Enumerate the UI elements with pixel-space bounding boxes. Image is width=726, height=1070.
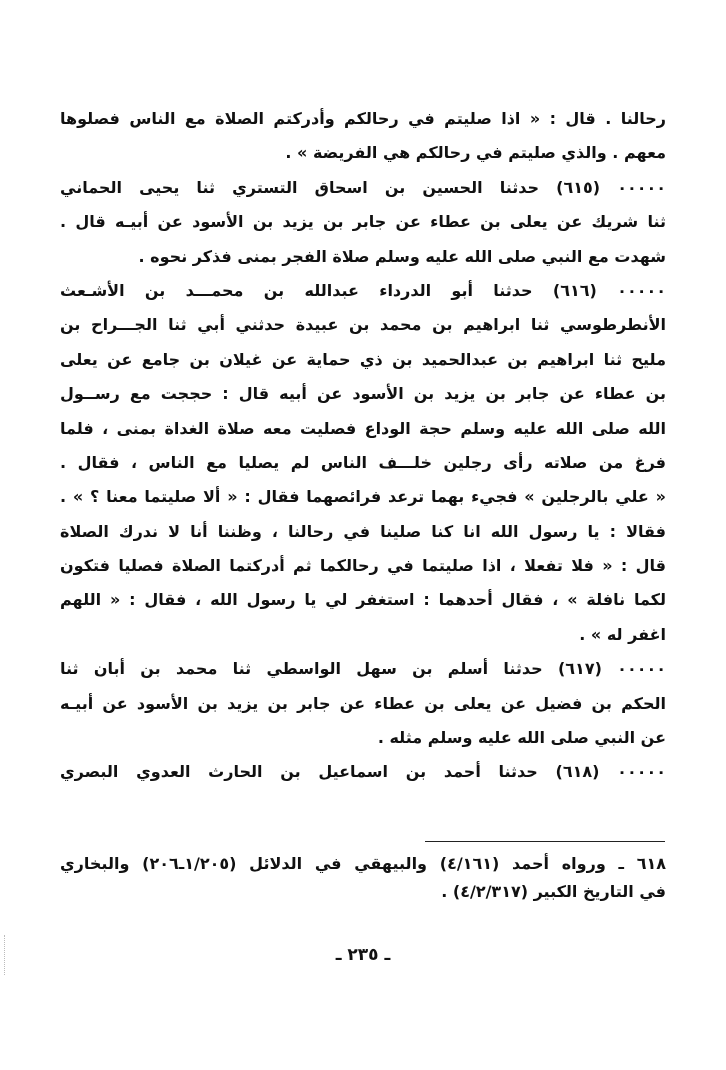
text-line: لكما نافلة » ، فقال أحدهما : استغفر لي يا رسول الله ، فقال : « اللهم [60,590,666,610]
text-line: عن النبي صلى الله عليه وسلم مثله . [377,728,666,748]
footnote-line: ٦١٨ ـ ورواه أحمد (٤/١٦١) والبيهقي في الدلائل (١/٢٠٥ـ٢٠٦) والبخاري [60,854,666,873]
page-number: ـ ٢٣٥ ـ [335,945,391,965]
text-line: ٠٠٠٠٠ (٦١٥) حدثنا الحسين بن اسحاق التستري ثنا يحيى الحماني [60,177,666,197]
text-line: فرغ من صلاته رأى رجلين خلـــف الناس لم يصليا مع الناس ، فقال . [60,452,666,472]
text-line: فقالا : يا رسول الله انا كنا صلينا في رحالنا ، وظننا أنا لا ندرك الصلاة [60,521,666,541]
scan-edge-marks [4,935,8,975]
text-line: الأنطرطوسي ثنا ابراهيم بن محمد بن عبيدة حدثني أبي ثنا الجـــراح بن [60,315,666,335]
text-line: قال : « فلا تفعلا ، اذا صليتما في رحالكما ثم أدركتما الصلاة فصليا فتكون [60,556,666,576]
text-line: ثنا شريك عن يعلى بن عطاء عن جابر بن يزيد بن الأسود عن أبيـه قال . [60,212,666,232]
text-line: الحكم بن فضيل عن يعلى بن عطاء عن جابر بن يزيد بن الأسود عن أبيـه [60,693,666,713]
footnote [60,850,666,906]
main-text [60,102,666,790]
text-line: رحالنا . قال : « اذا صليتم في رحالكم وأدركتم الصلاة مع الناس فصلوها [60,109,666,128]
text-line: مليح ثنا ابراهيم بن عبدالحميد بن ذي حماية عن غيلان بن جامع عن يعلى [60,349,666,369]
footnote-separator [425,841,665,842]
text-line: معهم . والذي صليتم في رحالكم هي الفريضة » . [285,143,666,163]
text-line: ٠٠٠٠٠ (٦١٧) حدثنا أسلم بن سهل الواسطي ثنا محمد بن أبان ثنا [60,659,666,679]
text-line: ٠٠٠٠٠ (٦١٦) حدثنا أبو الدرداء عبدالله بن محمـــد بن الأشـعث [60,280,666,300]
text-line: « علي بالرجلين » فجيء بهما ترعد فرائصهما فقال : « ألا صليتما معنا ؟ » . [60,487,666,507]
text-line: اغفر له » . [579,624,666,644]
text-line: بن عطاء عن جابر بن يزيد بن الأسود عن أبيه قال : حججت مع رســول [60,384,666,404]
text-line: شهدت مع النبي صلى الله عليه وسلم صلاة الفجر بمنى فذكر نحوه . [138,246,666,266]
footnote-line: في التاريخ الكبير (٤/٢/٣١٧) . [441,882,666,901]
text-line: ٠٠٠٠٠ (٦١٨) حدثنا أحمد بن اسماعيل بن الحارث العدوي البصري [60,762,666,782]
text-line: الله صلى الله عليه وسلم حجة الوداع فصليت معه صلاة الغداة بمنى ، فلما [60,418,666,438]
